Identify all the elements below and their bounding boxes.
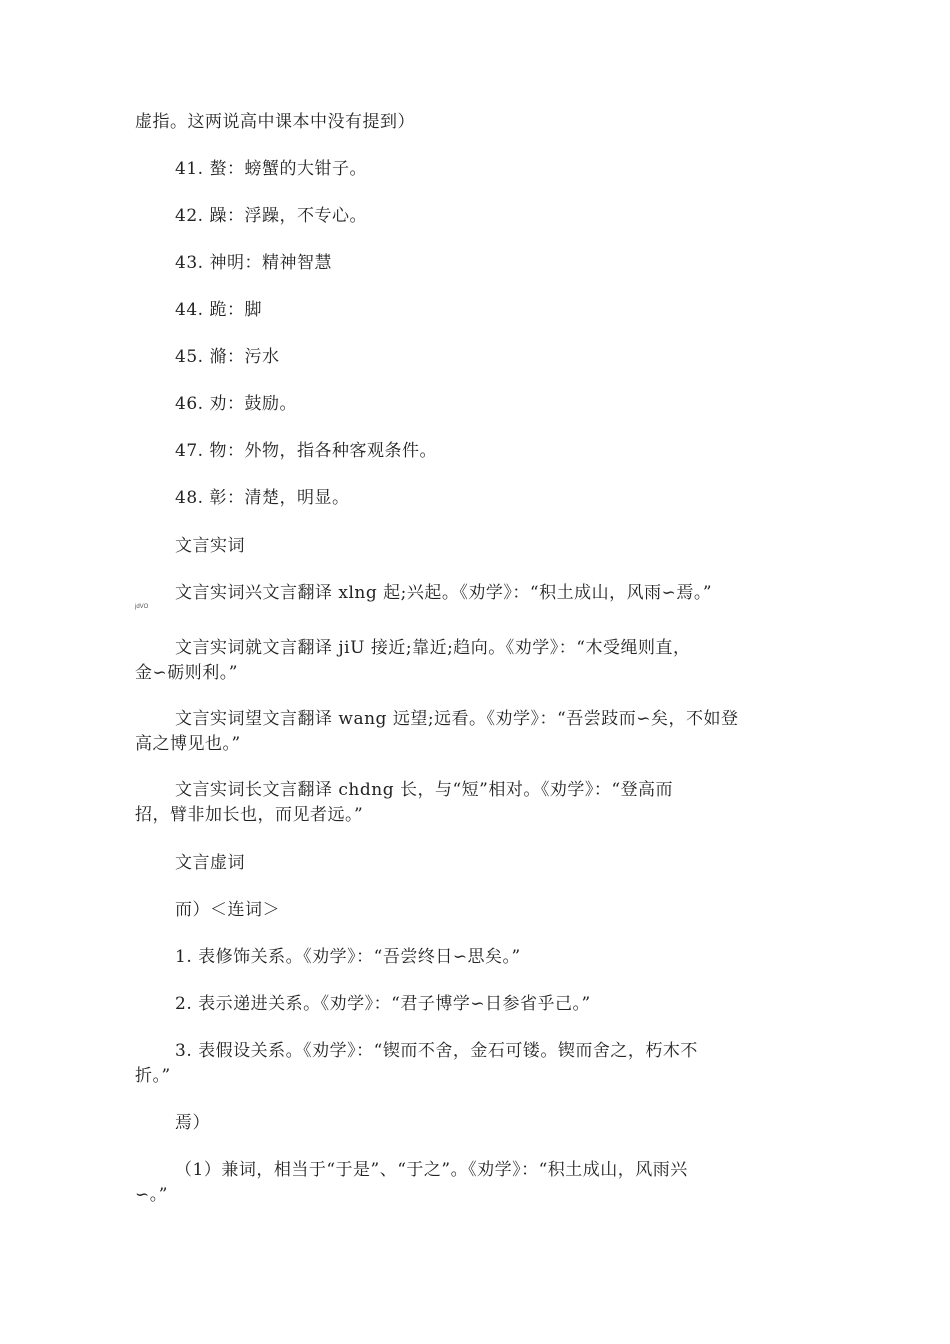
list-item: 3. 表假设关系。《劝学》：“锲而不舍，金石可镂。锲而舍之，朽木不 (175, 1041, 698, 1061)
list-item: 47. 物：外物，指各种客观条件。 (175, 441, 437, 461)
list-item: （1）兼词，相当于“于是”、“于之”。《劝学》：“积土成山，风雨兴 (175, 1160, 688, 1180)
text-line: 文言实词长文言翻译 chdng 长，与“短”相对。《劝学》：“登高而 (175, 780, 674, 800)
text-line: 文言实词就文言翻译 jiU 接近;靠近;趋向。《劝学》：“木受绳则直， (175, 638, 691, 658)
text-line: 虚指。这两说高中课本中没有提到） (135, 112, 415, 132)
list-item: 1. 表修饰关系。《劝学》：“吾尝终日∽思矣。” (175, 947, 521, 967)
list-item: 41. 螯：螃蟹的大钳子。 (175, 159, 367, 179)
list-item: 折。” (135, 1066, 171, 1086)
list-item: 42. 躁：浮躁，不专心。 (175, 206, 367, 226)
list-item: 44. 跪：脚 (175, 300, 262, 320)
list-item: 43. 神明：精神智慧 (175, 253, 332, 273)
text-line: 文言实词望文言翻译 wang 远望;远看。《劝学》：“吾尝跂而∽矣，不如登 (175, 709, 739, 729)
text-line: 而）＜连词＞ (175, 900, 280, 920)
text-line: 高之博见也。” (135, 734, 241, 754)
margin-mark: jdVO (135, 604, 149, 610)
section-heading: 文言实词 (175, 536, 245, 556)
list-item: 45. 滫：污水 (175, 347, 280, 367)
list-item: 2. 表示递进关系。《劝学》：“君子博学∽日参省乎己。” (175, 994, 591, 1014)
text-line: 文言实词兴文言翻译 xlng 起;兴起。《劝学》：“积土成山，风雨∽焉。” (175, 583, 713, 603)
text-line: 金∽砺则利。” (135, 663, 238, 683)
list-item: 48. 彰：清楚，明显。 (175, 488, 350, 508)
section-heading: 文言虚词 (175, 853, 245, 873)
list-item: 46. 劝：鼓励。 (175, 394, 297, 414)
text-line: 焉） (175, 1113, 210, 1133)
text-line: 招，臂非加长也，而见者远。” (135, 805, 364, 825)
list-item: ∽。” (135, 1185, 168, 1205)
